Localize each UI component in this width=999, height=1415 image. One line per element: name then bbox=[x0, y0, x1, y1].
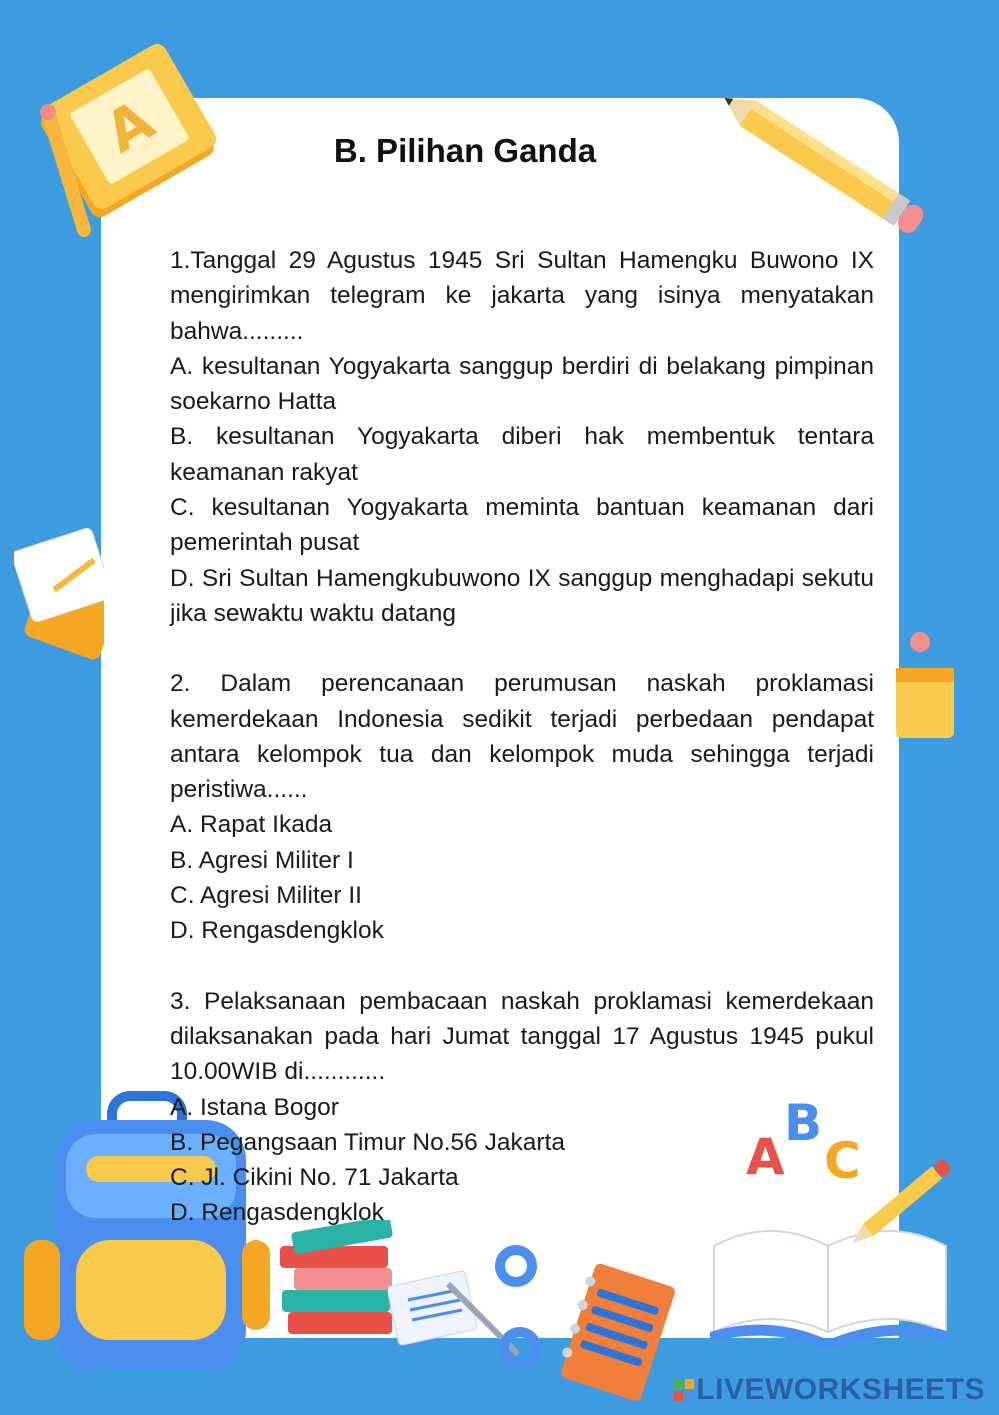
question-block-2 bbox=[170, 666, 874, 948]
liveworksheets-logo-icon bbox=[674, 1379, 694, 1401]
book-right-illustration bbox=[896, 628, 956, 748]
abc-letter-a: A bbox=[746, 1128, 785, 1186]
answer-option-d[interactable]: D. Rengasdengklok bbox=[170, 1199, 384, 1227]
book-stack-illustration bbox=[272, 1220, 402, 1344]
brand-text: LIVEWORKSHEETS bbox=[696, 1373, 985, 1406]
answer-option-a[interactable]: A. kesultanan Yogyakarta sanggup berdiri di belakang pimpinan soekarno Hatta bbox=[170, 352, 874, 416]
question-text: 3. Pelaksanaan pembacaan naskah proklamasi kemerdekaan dilaksanakan pada hari Jumat tanggal 17 Agustus 1945 pukul 10.00WIB di............ bbox=[170, 987, 874, 1086]
answer-option-c[interactable]: C. kesultanan Yogyakarta meminta bantuan keamanan dari pemerintah pusat bbox=[170, 494, 874, 557]
abc-letter-b: B bbox=[784, 1096, 823, 1152]
notepad-illustration bbox=[552, 1262, 682, 1402]
page-title: B. Pilihan Ganda bbox=[333, 132, 597, 169]
spacer bbox=[170, 949, 874, 984]
answer-option-a[interactable]: A. Rapat Ikada bbox=[170, 811, 333, 839]
liveworksheets-brand[interactable] bbox=[674, 1373, 985, 1407]
answer-option-d[interactable]: D. Rengasdengklok bbox=[170, 917, 384, 945]
question-block-1 bbox=[170, 243, 874, 631]
abc-letter-c: C bbox=[824, 1132, 861, 1190]
book-letter: A bbox=[94, 87, 165, 166]
question-list bbox=[170, 243, 874, 1231]
scissors-paper-illustration bbox=[388, 1244, 568, 1374]
answer-option-a[interactable]: A. Istana Bogor bbox=[170, 1093, 339, 1121]
question-block-3 bbox=[170, 984, 874, 1231]
question-text: 1.Tanggal 29 Agustus 1945 Sri Sultan Hamengku Buwono IX mengirimkan telegram ke jakarta yang isinya menyatakan bahwa......... bbox=[170, 247, 874, 345]
spacer bbox=[170, 631, 874, 666]
answer-option-b[interactable]: B. Pegangsaan Timur No.56 Jakarta bbox=[170, 1128, 565, 1156]
answer-option-b[interactable]: B. kesultanan Yogyakarta diberi hak membentuk tentara keamanan rakyat bbox=[170, 423, 874, 486]
answer-option-d[interactable]: D. Sri Sultan Hamengkubuwono IX sanggup menghadapi sekutu jika sewaktu waktu datang bbox=[170, 564, 874, 627]
question-text: 2. Dalam perencanaan perumusan naskah proklamasi kemerdekaan Indonesia sedikit terjadi perbedaan pendapat antara kelompok tua dan kelompok muda sehingga terjadi peristiwa...... bbox=[170, 670, 874, 804]
answer-option-b[interactable]: B. Agresi Militer I bbox=[170, 846, 354, 874]
answer-option-c[interactable]: C. Jl. Cikini No. 71 Jakarta bbox=[170, 1164, 459, 1192]
answer-option-c[interactable]: C. Agresi Militer II bbox=[170, 882, 362, 910]
notebook-left-illustration bbox=[14, 520, 104, 660]
